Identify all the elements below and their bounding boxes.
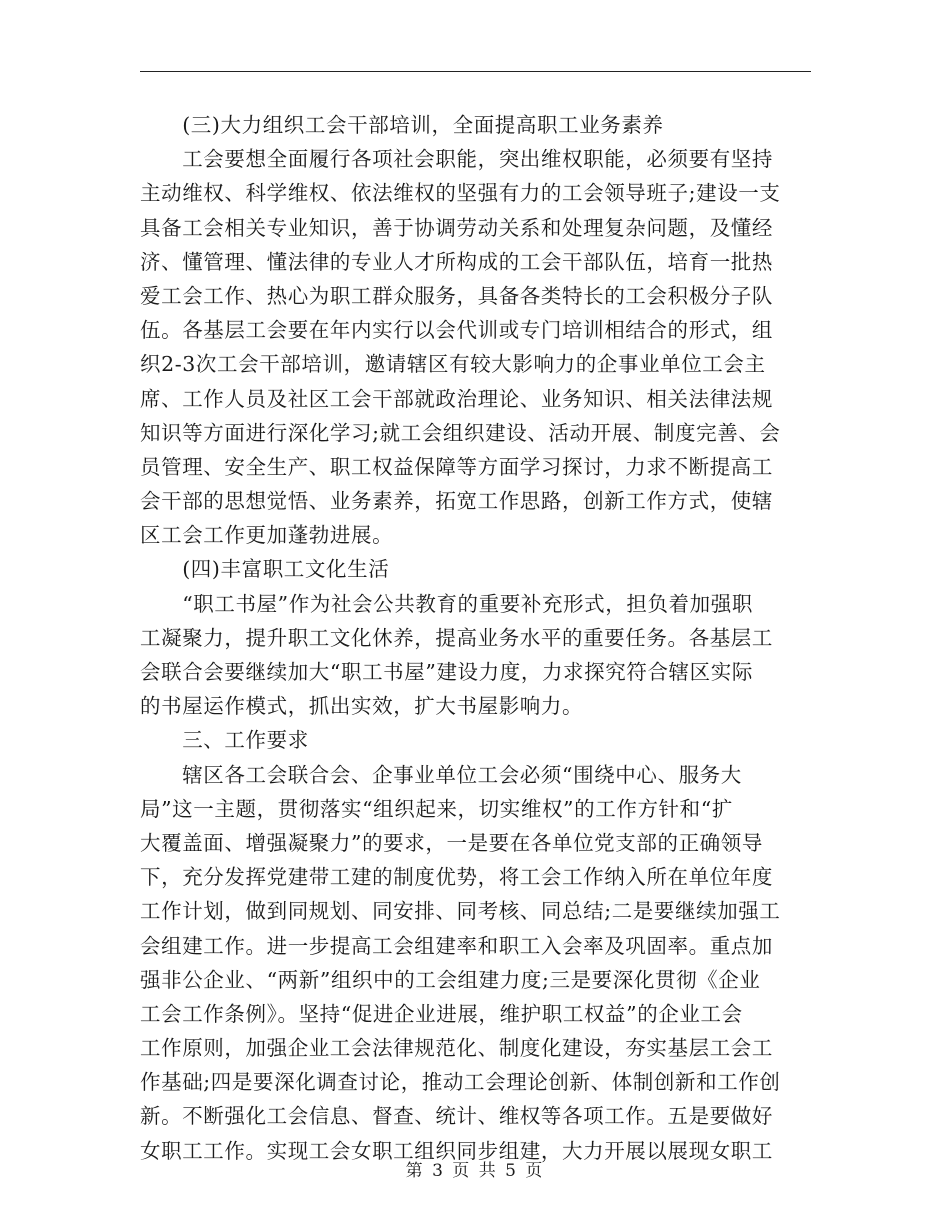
- paragraph-line: 下，充分发挥党建带工建的制度优势，将工会工作纳入所在单位年度: [140, 865, 773, 890]
- paragraph-line: 工会要想全面履行各项社会职能，突出维权职能，必须要有坚持: [140, 147, 773, 172]
- paragraph-line: 工作原则，加强企业工会法律规范化、制度化建设，夯实基层工会工: [140, 1036, 773, 1061]
- paragraph-line: 会联合会要继续加大“职工书屋”建设力度，力求探究符合辖区实际: [140, 660, 753, 684]
- section-heading-requirements: 三、工作要求: [140, 728, 309, 753]
- paragraph-line: 会干部的思想觉悟、业务素养，拓宽工作思路，创新工作方式，使辖: [140, 489, 773, 514]
- paragraph-line: 工凝聚力，提升职工文化休养，提高业务水平的重要任务。各基层工: [140, 625, 773, 650]
- paragraph-line: 会组建工作。进一步提高工会组建率和职工入会率及巩固率。重点加: [140, 933, 773, 958]
- paragraph-line: 具备工会相关专业知识，善于协调劳动关系和处理复杂问题，及懂经: [140, 215, 773, 240]
- page-footer: 第 3 页 共 5 页: [405, 1161, 545, 1181]
- body-text: [140, 108, 811, 1168]
- paragraph-line: 知识等方面进行深化学习;就工会组织建设、活动开展、制度完善、会: [140, 420, 781, 445]
- paragraph-line: 织2-3次工会干部培训，邀请辖区有较大影响力的企事业单位工会主: [140, 352, 766, 377]
- paragraph-line: 新。不断强化工会信息、督查、统计、维权等各项工作。五是要做好: [140, 1104, 773, 1129]
- paragraph-line: 工作计划，做到同规划、同安排、同考核、同总结;二是要继续加强工: [140, 899, 781, 924]
- section-heading-culture: (四)丰富职工文化生活: [140, 557, 390, 582]
- paragraph-line: 大覆盖面、增强凝聚力”的要求，一是要在各单位党支部的正确领导: [140, 830, 763, 855]
- paragraph-line: 局”这一主题，贯彻落实“组织起来，切实维权”的工作方针和“扩: [140, 796, 733, 821]
- paragraph-line: 济、懂管理、懂法律的专业人才所构成的工会干部队伍，培育一批热: [140, 249, 773, 274]
- paragraph-line: 主动维权、科学维权、依法维权的坚强有力的工会领导班子;建设一支: [140, 181, 781, 206]
- paragraph-line: 女职工工作。实现工会女职工组织同步组建，大力开展以展现女职工: [140, 1138, 773, 1163]
- paragraph-line: 爱工会工作、热心为职工群众服务，具备各类特长的工会积极分子队: [140, 283, 773, 308]
- paragraph-line: 强非公企业、“两新”组织中的工会组建力度;三是要深化贯彻《企业: [140, 967, 761, 992]
- paragraph-line: 工会工作条例》。坚持“促进企业进展，维护职工权益”的企业工会: [140, 1001, 743, 1026]
- paragraph-line: 伍。各基层工会要在年内实行以会代训或专门培训相结合的形式，组: [140, 318, 773, 343]
- paragraph-line: 作基础;四是要深化调查讨论，推动工会理论创新、体制创新和工作创: [140, 1070, 781, 1095]
- paragraph-line: “职工书屋”作为社会公共教育的重要补充形式，担负着加强职: [140, 591, 753, 616]
- section-heading-training: (三)大力组织工会干部培训，全面提高职工业务素养: [140, 113, 664, 137]
- paragraph-line: 员管理、安全生产、职工权益保障等方面学习探讨，力求不断提高工: [140, 454, 773, 479]
- paragraph-line: 的书屋运作模式，抓出实效，扩大书屋影响力。: [140, 694, 584, 719]
- paragraph-line: 辖区各工会联合会、企事业单位工会必须“围绕中心、服务大: [140, 762, 742, 787]
- paragraph-line: 席、工作人员及社区工会干部就政治理论、业务知识、相关法律法规: [140, 386, 773, 411]
- paragraph-line: 区工会工作更加蓬勃进展。: [140, 523, 394, 548]
- header-rule: [140, 71, 811, 72]
